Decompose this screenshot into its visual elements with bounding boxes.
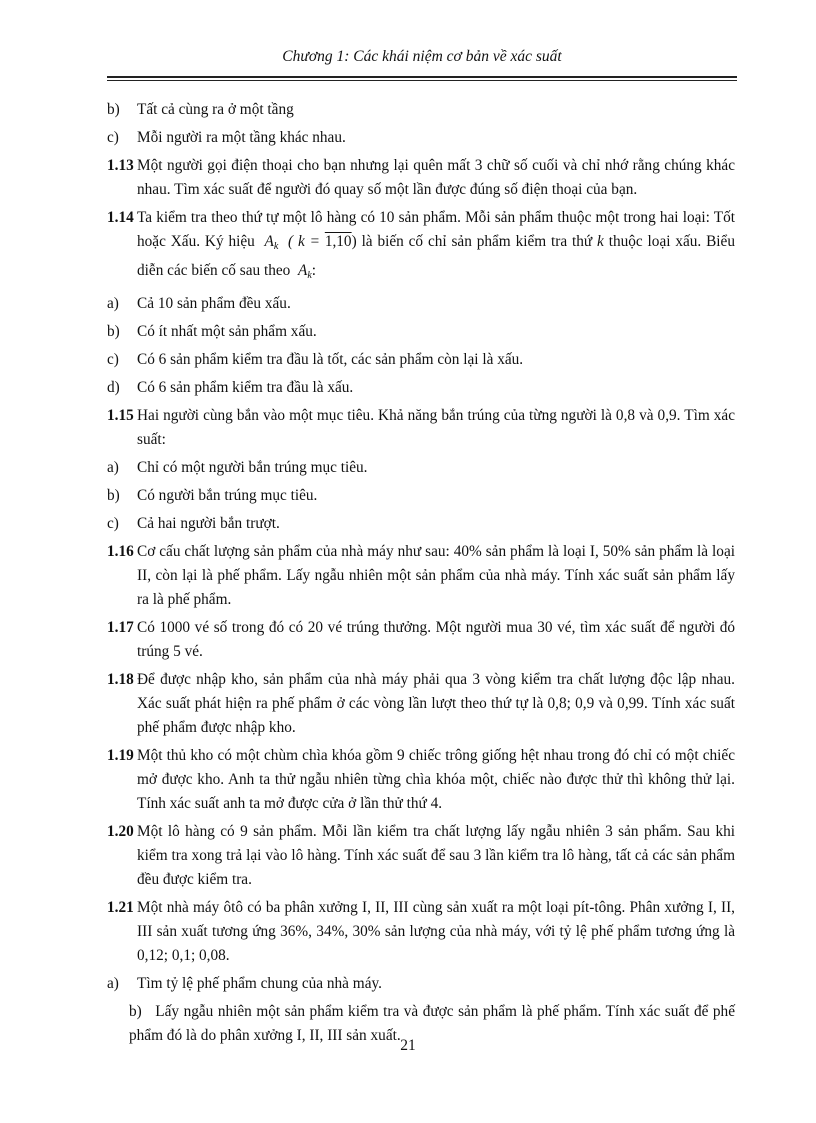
item-label: a) (107, 975, 119, 992)
item-label: a) (107, 459, 119, 476)
problem-1-21 (107, 896, 735, 968)
list-item (107, 292, 735, 316)
item-label: c) (107, 129, 119, 146)
list-item (107, 98, 735, 122)
math-variable-a-2: A (297, 262, 308, 279)
problem-1-16 (107, 540, 735, 612)
item-label: b) (107, 323, 120, 340)
problem-1-17 (107, 616, 735, 664)
list-item (107, 348, 735, 372)
item-text: Tất cả cùng ra ở một tầng (137, 101, 294, 118)
math-range-open: ( k = (288, 233, 320, 250)
list-item (107, 972, 735, 996)
problem-text: Có 1000 vé số trong đó có 20 vé trúng thưởng. Một người mua 30 vé, tìm xác suất để người đó trúng 5 vé. (137, 619, 735, 660)
problem-1-15 (107, 404, 735, 452)
item-label: c) (107, 351, 119, 368)
problem-text: Một người gọi điện thoại cho bạn nhưng lại quên mất 3 chữ số cuối và chỉ nhớ rằng chúng khác nhau. Tìm xác suất để người đó quay số một lần được đúng số điện thoại của bạn. (137, 157, 735, 198)
problem-text-part3: thuộc loại xấu. Biểu diễn các biến cố sau theo (137, 233, 735, 279)
problem-number: 1.15 (107, 407, 134, 424)
item-text: Có ít nhất một sản phẩm xấu. (137, 323, 317, 340)
problem-text: Hai người cùng bắn vào một mục tiêu. Khả năng bắn trúng của từng người là 0,8 và 0,9. Tìm xác suất: (137, 407, 735, 448)
problem-text-part4: : (311, 262, 317, 279)
problem-number: 1.17 (107, 619, 134, 636)
header-rule-thick (107, 76, 737, 78)
item-text: Tìm tỷ lệ phế phẩm chung của nhà máy. (137, 975, 382, 992)
page-content (107, 98, 735, 1052)
problem-1-18 (107, 668, 735, 740)
item-text: Cả hai người bắn trượt. (137, 515, 280, 532)
list-item (107, 512, 735, 536)
item-text: Có 6 sản phẩm kiểm tra đầu là tốt, các sản phẩm còn lại là xấu. (137, 351, 524, 368)
page-number: 21 (400, 1037, 416, 1054)
problem-number: 1.20 (107, 823, 134, 840)
problem-1-19 (107, 744, 735, 816)
item-label: a) (107, 295, 119, 312)
math-subscript-k-2: k (307, 270, 312, 281)
problem-number: 1.18 (107, 671, 134, 688)
problem-1-14 (107, 206, 735, 288)
item-label: c) (107, 515, 119, 532)
item-text: Chỉ có một người bắn trúng mục tiêu. (137, 459, 368, 476)
problem-number: 1.21 (107, 899, 134, 916)
problem-1-13 (107, 154, 735, 202)
math-variable-k: k (597, 233, 604, 250)
item-text: Có người bắn trúng mục tiêu. (137, 487, 318, 504)
list-item (107, 484, 735, 508)
list-item (107, 126, 735, 150)
item-label: b) (129, 1003, 142, 1020)
problem-text: Một thủ kho có một chùm chìa khóa gồm 9 chiếc trông giống hệt nhau trong đó chỉ có một chiếc mở được kho. Anh ta thử ngẫu nhiên từng chìa khóa một, chiếc nào được thử thì không thử lại. Tính xác suất anh ta mở được cửa ở lần thử thứ 4. (137, 747, 735, 812)
list-item (107, 320, 735, 344)
math-range-close: ) (351, 233, 357, 250)
list-item (107, 456, 735, 480)
problem-text: Một lô hàng có 9 sản phẩm. Mỗi lần kiểm tra chất lượng lấy ngẫu nhiên 3 sản phẩm. Sau khi kiểm tra xong trả lại vào lô hàng. Tính xác suất để sau 3 lần kiểm tra lô hàng, tất cả các sản phẩm đều được kiểm tra. (137, 823, 735, 888)
math-range-value: 1,10 (324, 233, 352, 250)
item-text: Có 6 sản phẩm kiểm tra đầu là xấu. (137, 379, 354, 396)
problem-number: 1.14 (107, 209, 134, 226)
problem-text-part2: là biến cố chỉ sản phẩm kiểm tra thứ (361, 233, 593, 250)
running-header: Chương 1: Các khái niệm cơ bản về xác suất (282, 48, 562, 65)
item-label: b) (107, 101, 120, 118)
header-rule-thin (107, 80, 737, 81)
problem-number: 1.16 (107, 543, 134, 560)
problem-text: Một nhà máy ôtô có ba phân xưởng I, II, III cùng sản xuất ra một loại pít-tông. Phân xưởng I, II, III sản xuất tương ứng 36%, 34%, 30% sản lượng của nhà máy, với tỷ lệ phế phẩm tương ứng là 0,12; 0,1; 0,08. (137, 899, 735, 964)
problem-text-part1: Ta kiểm tra theo thứ tự một lô hàng có 10 sản phẩm. Mỗi sản phẩm thuộc một trong hai loại: Tốt hoặc Xấu. Ký hiệu (137, 209, 735, 250)
problem-1-20 (107, 820, 735, 892)
problem-number: 1.13 (107, 157, 134, 174)
item-text: Cả 10 sản phẩm đều xấu. (137, 295, 291, 312)
item-text: Lấy ngẫu nhiên một sản phẩm kiểm tra và được sản phẩm là phế phẩm. Tính xác suất để phế phẩm đó là do phân xưởng I, II, III sản xuất. (129, 1003, 735, 1044)
problem-text: Để được nhập kho, sản phẩm của nhà máy phải qua 3 vòng kiểm tra chất lượng độc lập nhau. Xác suất phát hiện ra phế phẩm ở các vòng lần lượt theo thứ tự là 0,8; 0,9 và 0,99. Tính xác suất phế phẩm được nhập kho. (137, 671, 735, 736)
list-item (107, 376, 735, 400)
math-subscript-k: k (273, 241, 279, 252)
problem-number: 1.19 (107, 747, 134, 764)
math-variable-a: A (264, 233, 274, 250)
item-text: Mỗi người ra một tầng khác nhau. (137, 129, 346, 146)
item-label: b) (107, 487, 120, 504)
problem-text: Cơ cấu chất lượng sản phẩm của nhà máy như sau: 40% sản phẩm là loại I, 50% sản phẩm là loại II, còn lại là phế phẩm. Lấy ngẫu nhiên một sản phẩm của nhà máy. Tính xác suất sản phẩm lấy ra là phế phẩm. (137, 543, 735, 608)
item-label: d) (107, 379, 120, 396)
